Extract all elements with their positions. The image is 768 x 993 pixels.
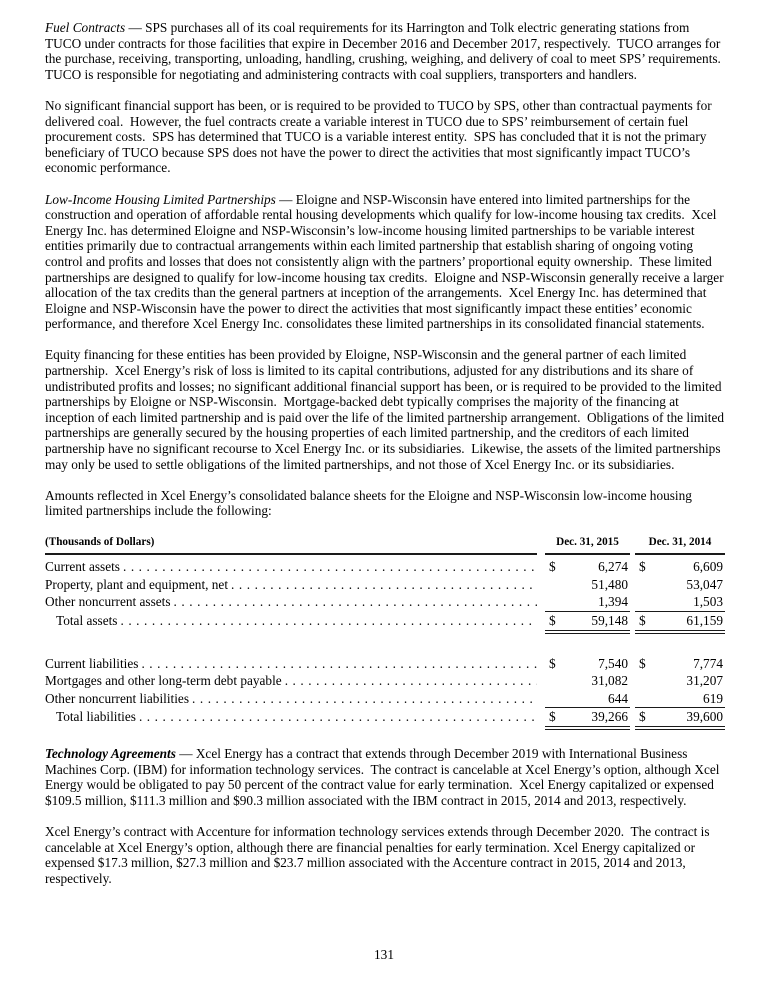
value-2015: 59,148 (591, 612, 628, 628)
table-row-total-assets (45, 612, 725, 634)
paragraph-fuel-contracts (45, 20, 728, 82)
paragraph-technology-agreements (45, 746, 725, 808)
table-row-other-noncurrent-liabilities (45, 690, 725, 709)
table-row-total-liabilities (45, 708, 725, 730)
table-unit-label: (Thousands of Dollars) (45, 535, 537, 556)
row-label: Current assets (45, 559, 120, 575)
dot-leader (171, 594, 537, 610)
row-label: Mortgages and other long-term debt payable (45, 673, 282, 689)
value-2015: 6,274 (598, 559, 628, 575)
table-row-other-noncurrent-assets (45, 593, 725, 612)
value-2014: 6,609 (693, 559, 723, 575)
paragraph-body-low-income-housing: — Eloigne and NSP-Wisconsin have entered into limited partnerships for the construction and operation of affordable rental housing developments which qualify for low-income housing tax credits. Xcel Energy Inc. has determined Eloigne and NSP-Wisconsin’s low-income housing limited partnerships to be variable interest entities primarily due to contractual arrangements within each limited partnership that establish sharing of ongoing voting control and profits and losses that does not consistently align with the partners’ proportional equity ownership. These limited partnerships are designed to qualify for low-income housing tax credits. Eloigne and NSP-Wisconsin generally receive a larger allocation of the tax credits than the general partners at inception of the arrangements. Xcel Energy Inc. has determined that Eloigne and NSP-Wisconsin have the power to direct the activities that most significantly impact these entities’ economic performance, and therefore Xcel Energy Inc. consolidates these limited partnerships in its consolidated financial statements. (45, 191, 727, 332)
value-2014: 619 (703, 690, 723, 706)
value-2015: 1,394 (598, 594, 628, 610)
paragraph-body-fuel-contracts: — SPS purchases all of its coal requirements for its Harrington and Tolk electric generating stations from TUCO under contracts for those facilities that expire in December 2016 and December 2017, respectively. TUCO arranges for the purchase, receiving, transporting, unloading, handling, crushing, weighing, and delivery of coal to meet SPS’ requirements. TUCO is responsible for negotiating and administering contracts with coal suppliers, transporters and handlers. (45, 20, 728, 82)
currency-symbol: $ (639, 709, 646, 725)
currency-symbol: $ (549, 709, 556, 725)
dot-leader (228, 577, 537, 593)
dot-leader (117, 613, 537, 629)
table-column-header-2014: Dec. 31, 2014 (635, 535, 725, 556)
value-2014: 61,159 (686, 612, 723, 628)
paragraph-body-technology-agreements: — Xcel Energy has a contract that extends through December 2019 with International Business Machines Corp. (IBM) for information technology services. The contract is cancelable at Xcel Energy’s option, although Xcel Energy would be obligated to pay 50 percent of the contract value for early termination. Xcel Energy capitalized or expensed $109.5 million, $111.3 million and $90.3 million associated with the IBM contract in 2015, 2014 and 2013, respectively. (45, 745, 723, 808)
value-2014: 31,207 (686, 673, 723, 689)
value-2015: 644 (608, 690, 628, 706)
row-label: Total liabilities (56, 709, 136, 725)
row-label: Other noncurrent assets (45, 594, 171, 610)
currency-symbol: $ (549, 612, 556, 628)
currency-symbol: $ (639, 612, 646, 628)
paragraph-equity-financing: Equity financing for these entities has been provided by Eloigne, NSP-Wisconsin and the general partner of each limited partnership. Xcel Energy’s risk of loss is limited to its capital contributions, adjusted for any distributions and its share of undistributed profits and losses; no significant additional financial support has been, or is required to be provided to the limited partnerships by Eloigne or NSP-Wisconsin. Mortgage-backed debt typically comprises the majority of the financing at inception of each limited partnership and is paid over the life of the limited partnership arrangement. Obligations of the limited partnerships are generally secured by the housing properties of each limited partnership, and the creditors of each limited partnership have no significant recourse to Xcel Energy Inc. or its subsidiaries. Likewise, the assets of the limited partnerships may only be used to settle obligations of the limited partnerships, and not those of Xcel Energy Inc. or its subsidiaries. (45, 347, 728, 472)
table-row-current-liabilities (45, 655, 725, 673)
currency-symbol: $ (639, 559, 646, 575)
table-header-row (45, 535, 725, 556)
balance-sheet-table (45, 535, 725, 730)
value-2015: 39,266 (591, 709, 628, 725)
table-row-property-plant-equipment (45, 576, 725, 594)
value-2015: 31,082 (591, 673, 628, 689)
currency-symbol: $ (549, 655, 556, 671)
value-2014: 53,047 (686, 576, 723, 592)
value-2015: 7,540 (598, 655, 628, 671)
value-2014: 7,774 (693, 655, 723, 671)
dot-leader (120, 559, 537, 575)
value-2014: 39,600 (686, 709, 723, 725)
value-2014: 1,503 (693, 594, 723, 610)
paragraph-tuco-support: No significant financial support has been, or is required to be provided to TUCO by SPS, other than contractual payments for delivered coal. However, the fuel contracts create a variable interest in TUCO due to SPS’ reimbursement of certain fuel procurement costs. SPS has determined that TUCO is a variable interest entity. SPS has concluded that it is not the primary beneficiary of TUCO because SPS does not have the power to direct the activities that most significantly impact TUCO’s economic performance. (45, 97, 715, 176)
row-label: Current liabilities (45, 655, 139, 671)
paragraph-lead-technology-agreements: Technology Agreements (45, 745, 176, 761)
paragraph-low-income-housing (45, 192, 725, 332)
paragraph-amounts-intro: Amounts reflected in Xcel Energy’s consolidated balance sheets for the Eloigne and NSP-Wisconsin low-income housing limited partnerships include the following: (45, 487, 696, 519)
paragraph-lead-fuel-contracts: Fuel Contracts (45, 20, 126, 35)
table-section-gap (45, 634, 725, 655)
currency-symbol: $ (639, 655, 646, 671)
table-column-header-2015: Dec. 31, 2015 (545, 535, 630, 556)
table-row-mortgages-long-term-debt (45, 672, 725, 690)
dot-leader (189, 691, 537, 707)
paragraph-accenture-contract: Xcel Energy’s contract with Accenture for information technology services extends through December 2020. The contract is cancelable at Xcel Energy’s option, although there are financial penalties for early termination. Xcel Energy capitalized or expensed $17.3 million, $27.3 million and $23.7 million associated with the Accenture contract in 2015, 2014 and 2013, respectively. (45, 823, 713, 886)
row-label: Other noncurrent liabilities (45, 690, 190, 706)
currency-symbol: $ (549, 559, 556, 575)
table-row-current-assets (45, 558, 725, 576)
row-label: Property, plant and equipment, net (45, 576, 229, 592)
page-number: 131 (374, 947, 394, 963)
dot-leader (136, 709, 537, 725)
paragraph-lead-low-income-housing: Low-Income Housing Limited Partnerships (45, 191, 276, 207)
dot-leader (138, 656, 537, 672)
value-2015: 51,480 (591, 576, 628, 592)
row-label: Total assets (56, 612, 118, 628)
dot-leader (282, 673, 537, 689)
